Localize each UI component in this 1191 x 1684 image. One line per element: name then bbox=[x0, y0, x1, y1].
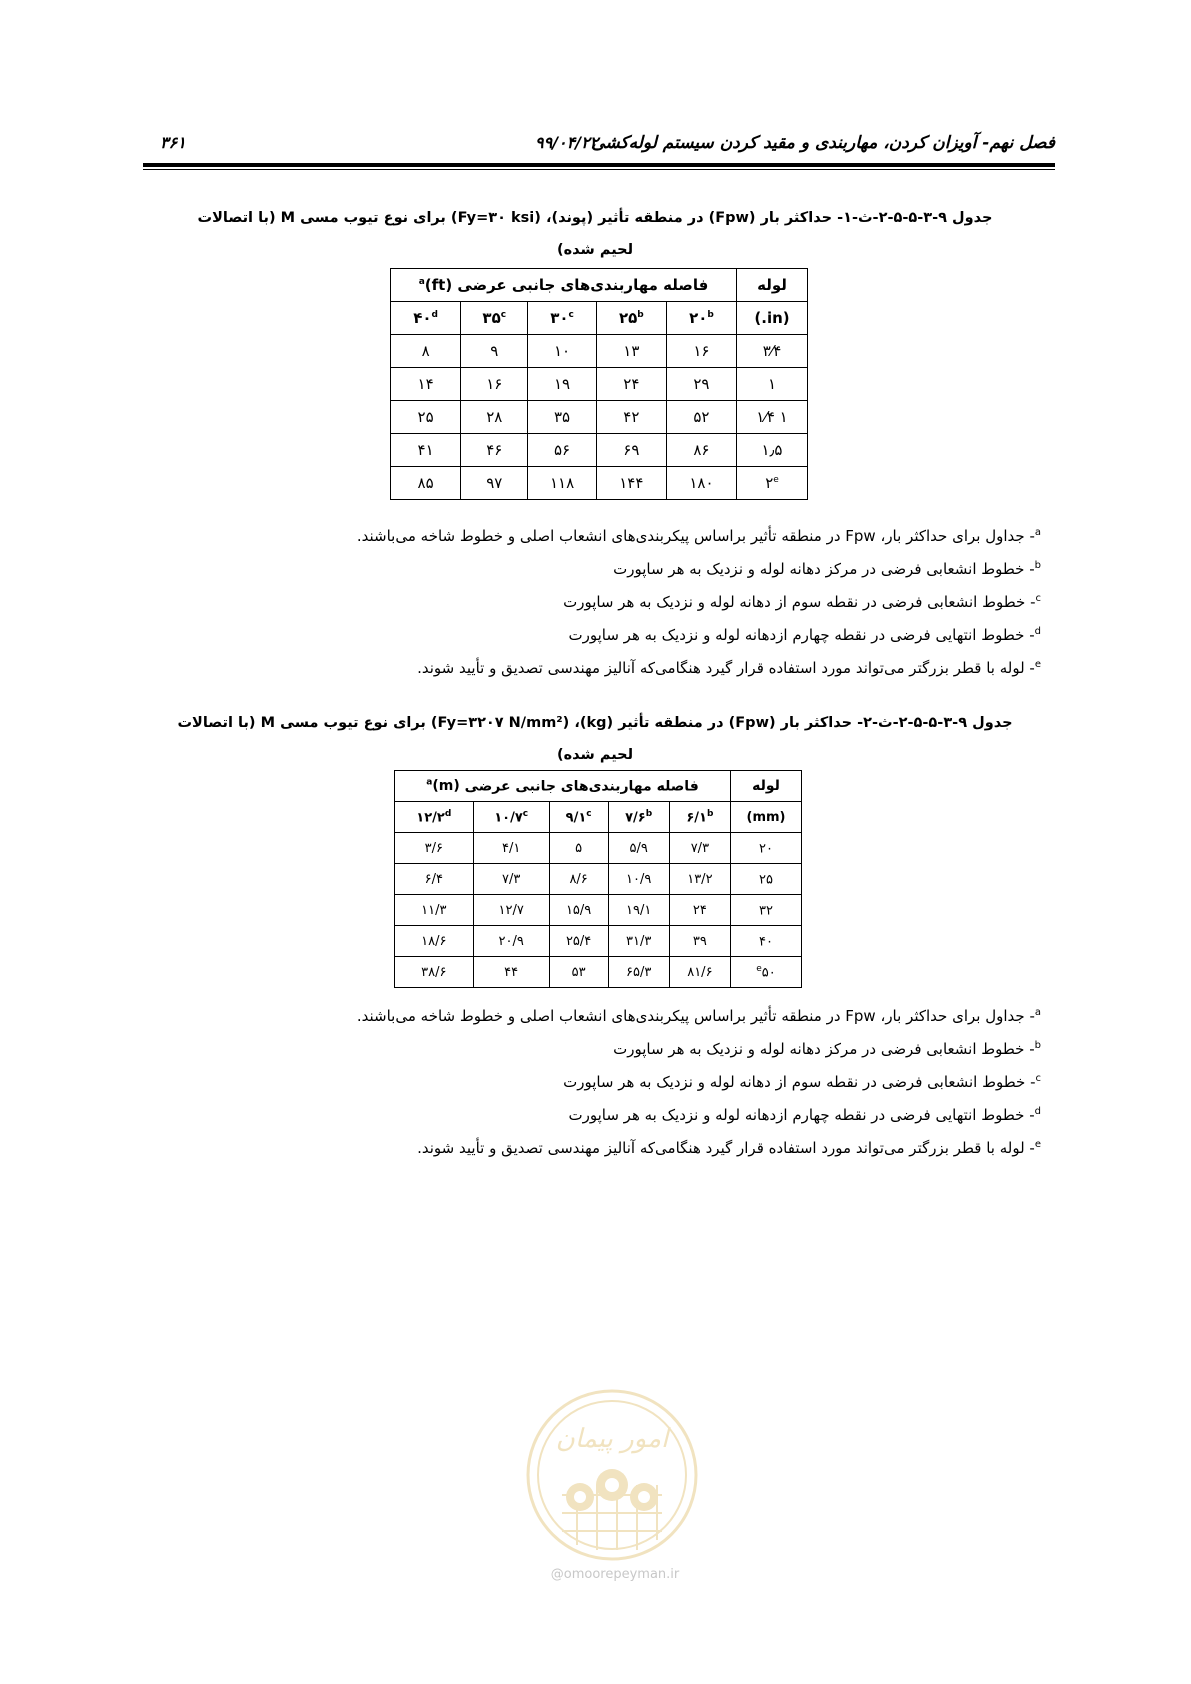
table-cell: ۸۶ bbox=[666, 434, 736, 467]
table-col-header: ۲۵$^b$ bbox=[596, 302, 666, 335]
page-number: ۳۶۱ bbox=[160, 133, 186, 152]
table-cell: ۴/۱ bbox=[473, 833, 549, 864]
table1-caption-line2: لحیم شده) bbox=[556, 242, 634, 258]
table-cell: ۶/۴ bbox=[395, 864, 474, 895]
table-cell-pipe: ۳⁄۴ bbox=[737, 335, 808, 368]
table-row bbox=[391, 368, 808, 401]
chapter-title: فصل نهم- آویزان کردن، مهاربندی و مقید کردن سیستم لوله‌کشی bbox=[591, 133, 1055, 153]
footnote: $^b$- خطوط انشعابی فرضی در مرکز دهانه لوله و نزدیک به هر ساپورت bbox=[613, 1040, 1041, 1058]
table-cell: ۸/۶ bbox=[549, 864, 608, 895]
table1 bbox=[390, 268, 808, 500]
footnote: $^d$- خطوط انتهایی فرضی در نقطه چهارم ازدهانه لوله و نزدیک به هر ساپورت bbox=[568, 626, 1041, 644]
table-row bbox=[395, 864, 802, 895]
table-cell: ۱۳ bbox=[596, 335, 666, 368]
table-cell: ۱۳/۲ bbox=[669, 864, 730, 895]
table2-pipe-unit: (mm) bbox=[731, 802, 802, 833]
table-cell: ۱۱/۳ bbox=[395, 895, 474, 926]
table-cell: ۴۱ bbox=[391, 434, 461, 467]
table-cell: ۹۷ bbox=[461, 467, 528, 500]
table-cell: ۵۳ bbox=[549, 957, 608, 988]
header-rule-thin bbox=[143, 169, 1055, 170]
table-row bbox=[391, 434, 808, 467]
footnote: $^d$- خطوط انتهایی فرضی در نقطه چهارم ازدهانه لوله و نزدیک به هر ساپورت bbox=[568, 1106, 1041, 1124]
table-col-header: ۹/۱$^c$ bbox=[549, 802, 608, 833]
table-cell: ۱۸/۶ bbox=[395, 926, 474, 957]
table-row bbox=[391, 335, 808, 368]
table-cell-pipe: ۲e bbox=[737, 467, 808, 500]
table1-notes bbox=[281, 516, 1041, 681]
table-cell: ۸ bbox=[391, 335, 461, 368]
footnote: $^b$- خطوط انشعابی فرضی در مرکز دهانه لوله و نزدیک به هر ساپورت bbox=[613, 560, 1041, 578]
table-cell-pipe: ۲۵ bbox=[731, 864, 802, 895]
table-col-header: ۳۵$^c$ bbox=[461, 302, 528, 335]
table-cell: ۶۵/۳ bbox=[608, 957, 669, 988]
table-cell: ۳۹ bbox=[669, 926, 730, 957]
table-cell-pipe: ۳۲ bbox=[731, 895, 802, 926]
watermark-logo-icon bbox=[522, 1385, 702, 1565]
table-cell: ۳۵ bbox=[528, 401, 596, 434]
table2-spacing-header: فاصله مهاربندی‌های جانبی عرضی $^a$(m) bbox=[395, 771, 731, 802]
table-row bbox=[395, 926, 802, 957]
table-cell: ۷/۳ bbox=[669, 833, 730, 864]
table-cell: ۴۲ bbox=[596, 401, 666, 434]
watermark-site: @omoorepeyman.ir bbox=[550, 1567, 680, 1582]
table-cell: ۱۸۰ bbox=[666, 467, 736, 500]
footnote: $^c$- خطوط انشعابی فرضی در نقطه سوم از دهانه لوله و نزدیک به هر ساپورت bbox=[563, 593, 1041, 611]
table-cell: ۵/۹ bbox=[608, 833, 669, 864]
table-cell: ۱۲/۷ bbox=[473, 895, 549, 926]
header-rule-thick bbox=[143, 163, 1055, 167]
table-cell: ۲۵ bbox=[391, 401, 461, 434]
footnote: $^a$- جداول برای حداکثر بار، Fpw در منطقه تأثیر براساس پیکربندی‌های انشعاب اصلی و خطوط شاخه می‌باشند. bbox=[356, 527, 1041, 545]
table-cell: ۷/۳ bbox=[473, 864, 549, 895]
table-col-header: ۲۰$^b$ bbox=[666, 302, 736, 335]
footnote: $^a$- جداول برای حداکثر بار، Fpw در منطقه تأثیر براساس پیکربندی‌های انشعاب اصلی و خطوط شاخه می‌باشند. bbox=[356, 1007, 1041, 1025]
footnote: $^e$- لوله با قطر بزرگتر می‌تواند مورد استفاده قرار گیرد هنگامی‌که آنالیز مهندسی تصدیق و تأیید شوند. bbox=[417, 659, 1041, 677]
table-cell: ۲۹ bbox=[666, 368, 736, 401]
table-row bbox=[391, 401, 808, 434]
table-cell: ۲۸ bbox=[461, 401, 528, 434]
table1-col-header-row bbox=[391, 302, 808, 335]
watermark-logo-text: امور پیمان bbox=[555, 1424, 669, 1454]
table-cell-pipe: ۱ ۱⁄۴ bbox=[737, 401, 808, 434]
header-date: ۹۹/۰۴/۲۲ bbox=[535, 133, 599, 152]
footnote: $^e$- لوله با قطر بزرگتر می‌تواند مورد استفاده قرار گیرد هنگامی‌که آنالیز مهندسی تصدیق و تأیید شوند. bbox=[417, 1139, 1041, 1157]
table-cell: ۲۴ bbox=[669, 895, 730, 926]
table-cell: ۸۱/۶ bbox=[669, 957, 730, 988]
table-cell: ۴۶ bbox=[461, 434, 528, 467]
table-cell: ۳/۶ bbox=[395, 833, 474, 864]
table-col-header: ۷/۶$^b$ bbox=[608, 802, 669, 833]
page-header bbox=[150, 133, 1055, 157]
table-cell: ۱۰/۹ bbox=[608, 864, 669, 895]
table-cell: ۵ bbox=[549, 833, 608, 864]
footnote: $^c$- خطوط انشعابی فرضی در نقطه سوم از دهانه لوله و نزدیک به هر ساپورت bbox=[563, 1073, 1041, 1091]
table-cell: ۵۶ bbox=[528, 434, 596, 467]
table2-pipe-header: لوله bbox=[731, 771, 802, 802]
table-cell-pipe: ۱٫۵ bbox=[737, 434, 808, 467]
table1-caption bbox=[180, 202, 1010, 266]
table-cell: ۴۴ bbox=[473, 957, 549, 988]
table2-col-header-row bbox=[395, 802, 802, 833]
table-cell-pipe: ۴۰ bbox=[731, 926, 802, 957]
table-cell: ۱۴۴ bbox=[596, 467, 666, 500]
table-col-header: ۱۲/۲$^d$ bbox=[395, 802, 474, 833]
table-cell: ۱۶ bbox=[461, 368, 528, 401]
table1-pipe-unit: (in.) bbox=[737, 302, 808, 335]
table2-caption bbox=[165, 707, 1025, 771]
table-cell: ۱۵/۹ bbox=[549, 895, 608, 926]
table-cell: ۳۸/۶ bbox=[395, 957, 474, 988]
table-cell: ۳۱/۳ bbox=[608, 926, 669, 957]
table-cell: ۱۴ bbox=[391, 368, 461, 401]
table-cell-pipe: ۲۰ bbox=[731, 833, 802, 864]
table1-caption-line1: جدول ۹-۳-۵-۵-۲-ث-۱- حداکثر بار (Fpw) در منطقه تأثیر (پوند)، (Fy=۳۰ ksi) برای نوع تیوب مسی M (با اتصالات bbox=[197, 210, 993, 226]
table1-spacing-header: فاصله مهاربندی‌های جانبی عرضی (ft)$^a$ bbox=[391, 269, 737, 302]
table-cell: ۵۲ bbox=[666, 401, 736, 434]
table-cell: ۱۱۸ bbox=[528, 467, 596, 500]
table-cell-pipe: $^e$۵۰ bbox=[731, 957, 802, 988]
table-cell: ۸۵ bbox=[391, 467, 461, 500]
table2 bbox=[394, 770, 802, 988]
table2-notes bbox=[281, 996, 1041, 1161]
table-cell-pipe: ۱ bbox=[737, 368, 808, 401]
table-cell: ۱۹ bbox=[528, 368, 596, 401]
table-row bbox=[395, 895, 802, 926]
table2-caption-line2: لحیم شده) bbox=[556, 747, 634, 763]
table-cell: ۲۰/۹ bbox=[473, 926, 549, 957]
table-cell: ۱۶ bbox=[666, 335, 736, 368]
table-row bbox=[395, 833, 802, 864]
table-cell: ۲۵/۴ bbox=[549, 926, 608, 957]
table-cell: ۶۹ bbox=[596, 434, 666, 467]
table-row bbox=[391, 467, 808, 500]
table-cell: ۱۹/۱ bbox=[608, 895, 669, 926]
table-col-header: ۳۰$^c$ bbox=[528, 302, 596, 335]
table2-caption-line1: جدول ۹-۳-۵-۵-۲-ث-۲- حداکثر بار (Fpw) در منطقه تأثیر (kg)، (Fy=۳۲۰۷ N/mm²) برای نوع تیوب مسی M (با اتصالات bbox=[177, 715, 1013, 731]
table-col-header: ۴۰$^d$ bbox=[391, 302, 461, 335]
table-col-header: ۶/۱$^b$ bbox=[669, 802, 730, 833]
table-cell: ۹ bbox=[461, 335, 528, 368]
table-col-header: ۱۰/۷$^c$ bbox=[473, 802, 549, 833]
table1-pipe-header: لوله bbox=[737, 269, 808, 302]
table-row bbox=[395, 957, 802, 988]
table-cell: ۱۰ bbox=[528, 335, 596, 368]
table-cell: ۲۴ bbox=[596, 368, 666, 401]
